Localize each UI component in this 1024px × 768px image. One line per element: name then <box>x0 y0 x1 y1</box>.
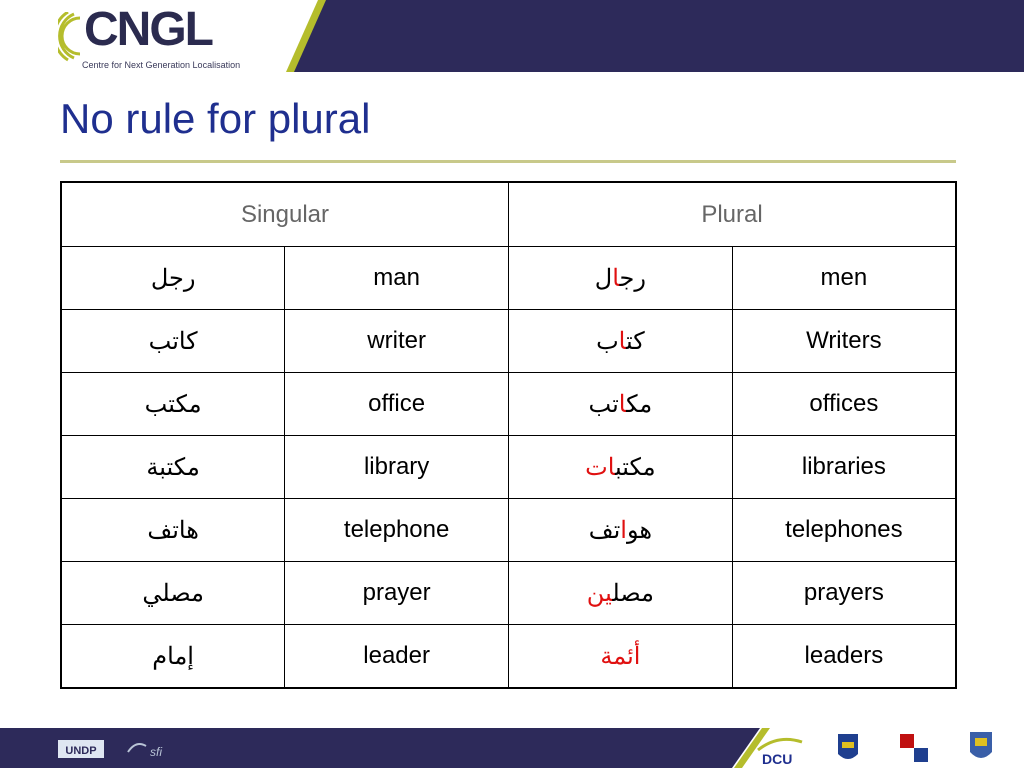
plural-stem-start: مك <box>626 390 653 418</box>
plural-stem-end: ب <box>596 327 619 355</box>
table-row <box>61 436 956 499</box>
cngl-logo <box>58 3 258 74</box>
undp-logo <box>58 740 104 758</box>
logo-wordmark: CNGL <box>84 3 212 56</box>
plural-english: men <box>732 247 956 310</box>
table-row <box>61 373 956 436</box>
logo-tagline: Centre for Next Generation Localisation <box>82 60 241 70</box>
plural-english: telephones <box>732 499 956 562</box>
singular-english: leader <box>285 625 509 689</box>
dcu-label: DCU <box>762 751 793 767</box>
plural-stem-end: ل <box>594 264 613 292</box>
undp-label: UNDP <box>65 745 97 757</box>
plural-highlight: ات <box>585 453 616 481</box>
header-plural: Plural <box>509 182 957 247</box>
plural-english: libraries <box>732 436 956 499</box>
plural-stem-end: تف <box>588 516 621 544</box>
plural-english: prayers <box>732 562 956 625</box>
plural-stem-start: كت <box>625 327 645 355</box>
table-row <box>61 310 956 373</box>
university-crest-icon <box>970 732 992 758</box>
singular-english: office <box>285 373 509 436</box>
singular-arabic: مكتبة <box>61 436 285 499</box>
plural-highlight: ا <box>618 327 626 355</box>
footer-band <box>0 724 1024 768</box>
singular-english: telephone <box>285 499 509 562</box>
singular-arabic: كاتب <box>61 310 285 373</box>
title-underline <box>60 160 956 163</box>
plural-stem-end: تب <box>588 390 619 418</box>
plural-stem-start: رج <box>619 264 646 292</box>
singular-english: library <box>285 436 509 499</box>
table-body <box>61 247 956 689</box>
plural-arabic <box>509 499 733 562</box>
plural-highlight: ا <box>618 390 627 418</box>
singular-arabic: إمام <box>61 625 285 689</box>
plural-highlight: ا <box>612 264 620 292</box>
plural-highlight: ين <box>586 579 613 607</box>
table-row <box>61 562 956 625</box>
plural-highlight: ا <box>620 516 627 544</box>
singular-arabic: مصلي <box>61 562 285 625</box>
plural-arabic <box>509 562 733 625</box>
singular-english: prayer <box>285 562 509 625</box>
singular-english: man <box>285 247 509 310</box>
singular-arabic: مكتب <box>61 373 285 436</box>
dcu-logo <box>758 739 802 767</box>
plural-stem-start: مصل <box>612 579 654 607</box>
plural-english: Writers <box>732 310 956 373</box>
singular-english: writer <box>285 310 509 373</box>
plural-arabic <box>509 247 733 310</box>
partner-square-logo <box>900 734 928 762</box>
header-singular: Singular <box>61 182 509 247</box>
singular-arabic: هاتف <box>61 499 285 562</box>
table-row <box>61 499 956 562</box>
plural-arabic <box>509 436 733 499</box>
table-row <box>61 625 956 689</box>
singular-arabic: رجل <box>61 247 285 310</box>
footer-shape <box>0 724 1024 768</box>
plural-arabic <box>509 373 733 436</box>
ucd-crest-icon <box>838 734 858 759</box>
sfi-label: sfi <box>150 745 162 759</box>
plural-english: offices <box>732 373 956 436</box>
plural-stem-start: مكتب <box>615 453 656 481</box>
table-header-row <box>61 182 956 247</box>
plural-stem-start: هو <box>626 516 652 544</box>
plural-arabic <box>509 310 733 373</box>
slide-title: No rule for plural <box>60 95 371 142</box>
plural-highlight: أئمة <box>600 642 641 670</box>
plural-english: leaders <box>732 625 956 689</box>
table-row <box>61 247 956 310</box>
plural-table <box>60 181 957 689</box>
plural-arabic <box>509 625 733 689</box>
